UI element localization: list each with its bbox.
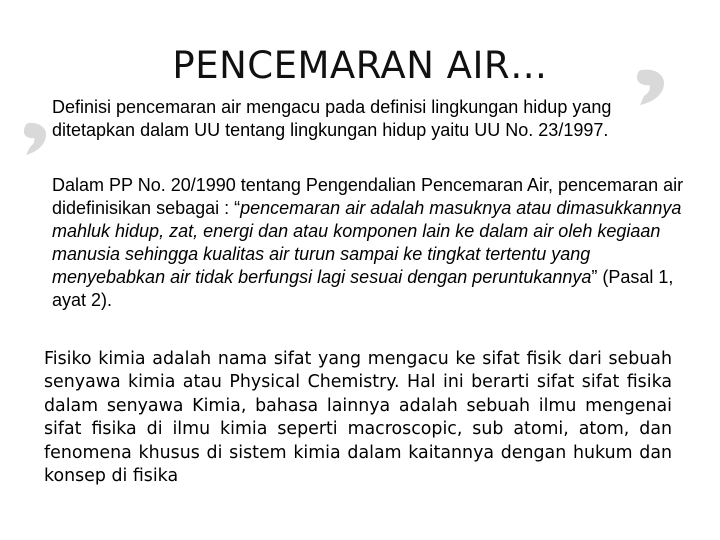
fisiko-kimia-paragraph: Fisiko kimia adalah nama sifat yang mengacu ke sifat fisik dari sebuah senyawa kimia atau Physical Chemistry. Hal ini berarti sifat sifat fisika dalam senyawa Kimia, bahasa lainnya adalah sebuah ilmu mengenai sifat fisika di ilmu kimia seperti macroscopic, sub atomi, atom, dan fenomena khusus di sistem kimia dalam kaitannya dengan hukum dan konsep di fisika (44, 349, 672, 487)
pp-definition-paragraph (52, 174, 692, 312)
definition-paragraph: Definisi pencemaran air mengacu pada definisi lingkungan hidup yang ditetapkan dalam UU tentang lingkungan hidup yaitu UU No. 23/1997. (52, 97, 612, 140)
pp-definition-quote: pencemaran air adalah masuknya atau dimasukkannya mahluk hidup, zat, energi dan atau komponen lain ke dalam air oleh kegiaan manusia sehingga kualitas air turun sampai ke tingkat tertentu yang menyebabkan air tidak berfungsi lagi sesuai dengan peruntukannya (52, 198, 682, 287)
pp-definition-intro: Dalam PP No. 20/1990 tentang Pengendalian Pencemaran Air, pencemaran air didefinisikan sebagai : “ (52, 175, 684, 218)
slide-title: PENCEMARAN AIR… (172, 44, 548, 87)
apostrophe-mark-left (22, 122, 48, 156)
pp-definition-outro: ” (Pasal 1, ayat 2). (52, 267, 674, 310)
